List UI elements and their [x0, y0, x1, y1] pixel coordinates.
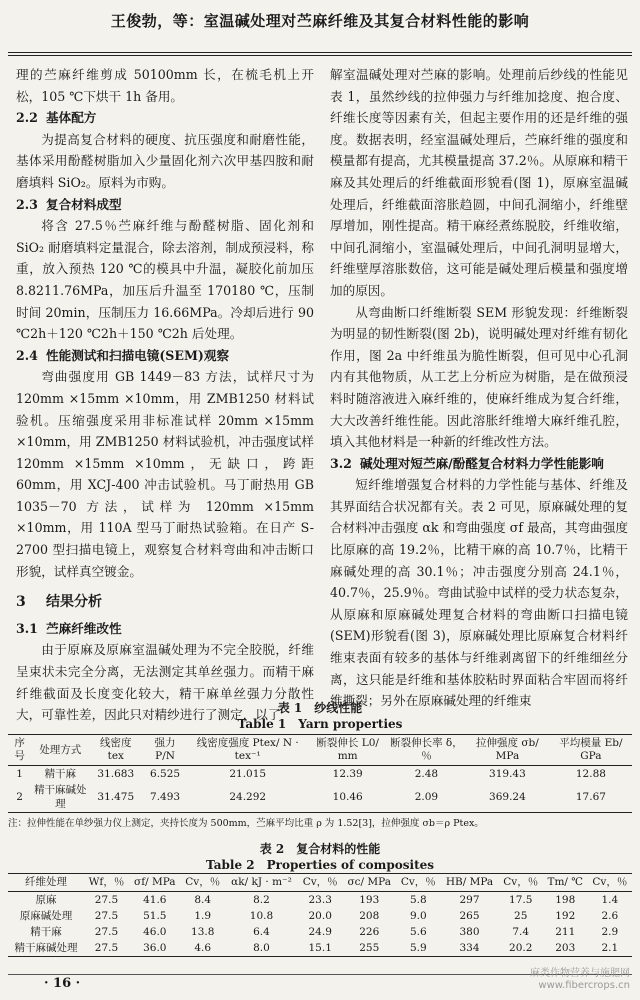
table-cell: 8.4 [194, 894, 212, 906]
yarn-properties-table [8, 734, 632, 813]
table-header-cell: σf/ MPa [129, 874, 181, 892]
table-note: 注：拉伸性能在单纱强力仪上测定，夹持长度为 500mm，苎麻平均比重 ρ 为 1.52[3]，拉伸强度 σb＝ρ Ptex。 [8, 818, 484, 829]
table-cell: 198 [555, 894, 576, 906]
table-header-cell: Cv，％ [298, 874, 342, 892]
table-caption: 表 1 纱线性能 [277, 701, 363, 715]
watermark: 麻类作物营养与施肥网 www.fibercrops.cn [530, 968, 630, 991]
table-row [8, 766, 632, 783]
paragraph: 为提高复合材料的硬度、抗压强度和耐磨性能，基体采用酚醛树脂加入少量固化剂六次甲基四胺和耐磨填料 SiO₂。原料为市购。 [16, 131, 314, 190]
section-heading: 2.4 性能测试和扫描电镜(SEM)观察 [16, 347, 230, 363]
table-cell: 2 [8, 782, 31, 813]
table-row [8, 908, 632, 924]
table-caption: 表 2 复合材料的性能 [259, 842, 381, 856]
table-header-cell: 线密度 tex [89, 735, 142, 766]
table-cell: 原麻 [35, 894, 57, 906]
table-cell: 297 [459, 894, 480, 906]
table-header-cell: Cv，％ [396, 874, 440, 892]
table-cell: 369.24 [465, 782, 550, 813]
header-rule-thin [8, 55, 632, 56]
table-cell: 1.4 [601, 894, 619, 906]
table-cell: 9.0 [409, 910, 427, 922]
table-header-cell: 平均模量 Eb/ GPa [550, 735, 632, 766]
table-row [8, 924, 632, 940]
table-cell: 8.2 [253, 894, 270, 906]
table-cell: 24.9 [308, 926, 332, 938]
table-caption-en: Table 1 Yarn properties [237, 717, 403, 731]
table-cell: 15.1 [298, 940, 342, 957]
table-header-cell: 断裂伸长率 δ，％ [388, 735, 465, 766]
table-cell: 2.9 [601, 926, 619, 938]
paragraph: 将含 27.5％苎麻纤维与酚醛树脂、固化剂和 SiO₂ 耐磨填料定量混合，除去溶剂，制成预浸料，称重，放入预热 120 ℃的模具中升温，凝胶化前加压 8.8211.76MPa，加压后升温至 170180 ℃，压制时间 20min，压制压力 16.66MPa。冷却后进行 90 ℃2h＋120 ℃2h＋150 ℃2h 后处理。 [16, 218, 314, 342]
paragraph: 弯曲强度用 GB 1449－83 方法，试样尺寸为 120mm ×15mm ×10mm，用 ZMB1250 材料试验机。压缩强度采用非标准试样 20mm ×15mm ×10mm，用 ZMB1250 材料试验机，冲击强度试样 120mm ×15mm ×10mm，无缺口，跨距 60mm，用 XCJ-400 冲击试验机。马丁耐热用 GB 1035－70 方法，试样为 120mm ×15mm ×10mm，用 110A 型马丁耐热试验箱。在日产 S-2700 型扫描电镜上，观察复合材料弯曲和冲击断口形貌，试样真空镀金。 [16, 369, 314, 579]
paragraph: 短纤维增强复合材料的力学性能与基体、纤维及其界面结合状况都有关。表 2 可见，原麻碱处理的复合材料冲击强度 αk 和弯曲强度 σf 最高，其弯曲强度比原麻的高 19.2％，比精干麻的高 10.7％，比精干麻碱处理的高 30.1％；冲击强度分别高 24.1％，40.7％，25.9％。弯曲试验中试样的受力状态复杂，从原麻和原麻碱处理复合材料的弯曲断口扫描电镜(SEM)形貌看(图 3)，原麻碱处理比原麻复合材料纤维束表面有较多的基体与纤维剥离留下的纤维细丝分离，这只能是纤维和基体胶粘时界面粘合牢固而将纤维撕裂；另外在原麻碱处理的纤维束 [330, 477, 628, 709]
section-heading: 3.2 碱处理对短苎麻/酚醛复合材料力学性能影响 [330, 455, 604, 471]
table-cell: 6.4 [253, 926, 270, 938]
table-row [8, 892, 632, 909]
table-cell: 23.3 [308, 894, 332, 906]
table-cell: 17.5 [509, 894, 533, 906]
table-header-cell: Cv，％ [588, 874, 632, 892]
left-column [16, 64, 314, 726]
paragraph: 理的苎麻纤维剪成 50100mm 长，在梳毛机上开松，105 ℃下烘干 1h 备用。 [16, 67, 314, 104]
table-cell: 31.475 [89, 782, 142, 813]
table-header-cell: 断裂伸长 L0/ mm [307, 735, 387, 766]
paragraph: 由于原麻及原麻室温碱处理为不完全胶脱，纤维呈束状未完全分离，无法测定其单丝强力。而精干麻纤维截面及长度变化较大，精干麻单丝强力分散性大，可靠性差，因此只对精纱进行了测定，以了 [16, 642, 314, 723]
section-heading: 3 结果分析 [16, 594, 102, 611]
table-cell: 25 [514, 910, 528, 922]
table-cell: 5.8 [409, 894, 427, 906]
table-cell: 46.0 [143, 926, 167, 938]
table-header-cell: 序号 [8, 735, 31, 766]
table-cell: 10.8 [249, 910, 274, 922]
running-header: 王俊勃，等：室温碱处理对苎麻纤维及其复合材料性能的影响 [110, 12, 530, 30]
table-caption-en: Table 2 Properties of composites [205, 858, 435, 872]
table-cell: 1 [16, 768, 23, 780]
table-header-cell: HB/ MPa [440, 874, 498, 892]
table-cell: 8.0 [225, 940, 298, 957]
table-cell: 192 [555, 910, 576, 922]
table-header-cell: 纤维处理 [8, 874, 84, 892]
table-header-cell: 线密度强度 Ptex/ N · tex⁻¹ [188, 735, 308, 766]
table-cell: 255 [342, 940, 396, 957]
table-cell: 精干麻碱处理 [8, 940, 84, 957]
table-cell: 4.6 [181, 940, 225, 957]
table-header-cell: Tm/ ℃ [543, 874, 588, 892]
table-cell: 20.0 [308, 910, 332, 922]
section-heading: 2.2 基体配方 [16, 110, 97, 126]
table-header-cell: 处理方式 [31, 735, 89, 766]
table-cell: 319.43 [489, 768, 526, 780]
page-number: · 16 · [44, 976, 81, 991]
table-cell: 211 [555, 926, 576, 938]
table-cell: 20.2 [499, 940, 543, 957]
table-header-cell: αk/ kJ · m⁻² [225, 874, 298, 892]
table-cell: 27.5 [94, 894, 119, 906]
header-rule [8, 52, 632, 53]
table-cell: 精干麻 [30, 926, 62, 938]
table-cell: 7.493 [142, 782, 188, 813]
table-cell: 5.9 [396, 940, 440, 957]
table-cell: 226 [359, 926, 380, 938]
table-cell: 13.8 [191, 926, 215, 938]
table-cell: 2.48 [414, 768, 439, 780]
table-cell: 7.4 [512, 926, 530, 938]
table-cell: 203 [543, 940, 588, 957]
table-cell: 精干麻 [44, 768, 77, 780]
table-header-cell: Cv，％ [181, 874, 225, 892]
paragraph: 解室温碱处理对苎麻的影响。处理前后纱线的性能见表 1，虽然纱线的拉伸强力与纤维加捻度、抱合度、纤维长度等因素有关，但起主要作用的还是纤维的强度。数据表明，经室温碱处理后，苎麻纤维的强度和模量都有提高，尤其模量提高 37.2％。从原麻和精干麻及其处理后的纤维截面形貌看(图 1)，原麻室温碱处理后，纤维截面溶胀趋圆，中间孔洞缩小，纤维壁厚增加，刚性提高。精干麻经煮练脱胶，纤维收缩，中间孔洞缩小，室温碱处理后，中间孔洞明显增大，纤维壁厚溶胀数倍，这可能是碱处理后模量和强度增加的原因。 [330, 67, 628, 298]
table-cell: 24.292 [188, 782, 308, 813]
table-cell: 原麻碱处理 [19, 910, 73, 922]
table-cell: 5.6 [409, 926, 427, 938]
table-cell: 265 [459, 910, 480, 922]
table-cell: 6.525 [150, 768, 181, 780]
table-cell: 27.5 [84, 940, 129, 957]
table-cell: 17.67 [550, 782, 632, 813]
table-cell: 41.6 [143, 894, 167, 906]
composites-properties-table [8, 873, 632, 957]
table-cell: 2.6 [601, 910, 619, 922]
table-header-cell: 拉伸强度 σb/ MPa [465, 735, 550, 766]
table-header-cell: σc/ MPa [342, 874, 396, 892]
table-cell: 31.683 [97, 768, 135, 780]
table-cell: 12.88 [575, 768, 606, 780]
section-heading: 3.1 苎麻纤维改性 [16, 620, 122, 636]
table-cell: 精干麻碱处理 [31, 782, 89, 813]
table-cell: 27.5 [94, 926, 119, 938]
page-footer [0, 968, 640, 1000]
table-cell: 51.5 [143, 910, 167, 922]
table-cell: 208 [359, 910, 380, 922]
table-cell: 334 [440, 940, 498, 957]
table-cell: 10.46 [307, 782, 387, 813]
tables-area [8, 700, 632, 957]
table-cell: 2.09 [388, 782, 465, 813]
table-cell: 27.5 [94, 910, 119, 922]
table-cell: 380 [459, 926, 480, 938]
table-cell: 36.0 [129, 940, 181, 957]
table-cell: 12.39 [332, 768, 363, 780]
right-column [330, 64, 628, 712]
section-heading: 2.3 复合材料成型 [16, 196, 122, 212]
table-row [8, 782, 632, 813]
table-header-cell: 强力 P/N [142, 735, 188, 766]
table-cell: 1.9 [194, 910, 212, 922]
table-cell: 2.1 [588, 940, 632, 957]
table-cell: 21.015 [229, 768, 267, 780]
table-cell: 193 [359, 894, 380, 906]
table-header-cell: Cv，％ [499, 874, 543, 892]
paragraph: 从弯曲断口纤维断裂 SEM 形貌发现：纤维断裂为明显的韧性断裂(图 2b)，说明碱处理对纤维有韧化作用，图 2a 中纤维虽为脆性断裂，但可见中心孔洞内有其他物质，从工艺上分析应为树脂，是在做预浸料时随溶液进入麻纤维的，使麻纤维成为复合纤维，大大改善纤维性能。因此溶胀纤维增大麻纤维孔腔，填入其他材料是一种新的纤维改性方法。 [330, 304, 628, 450]
table-header-cell: Wf，％ [84, 874, 129, 892]
table-row [8, 940, 632, 957]
